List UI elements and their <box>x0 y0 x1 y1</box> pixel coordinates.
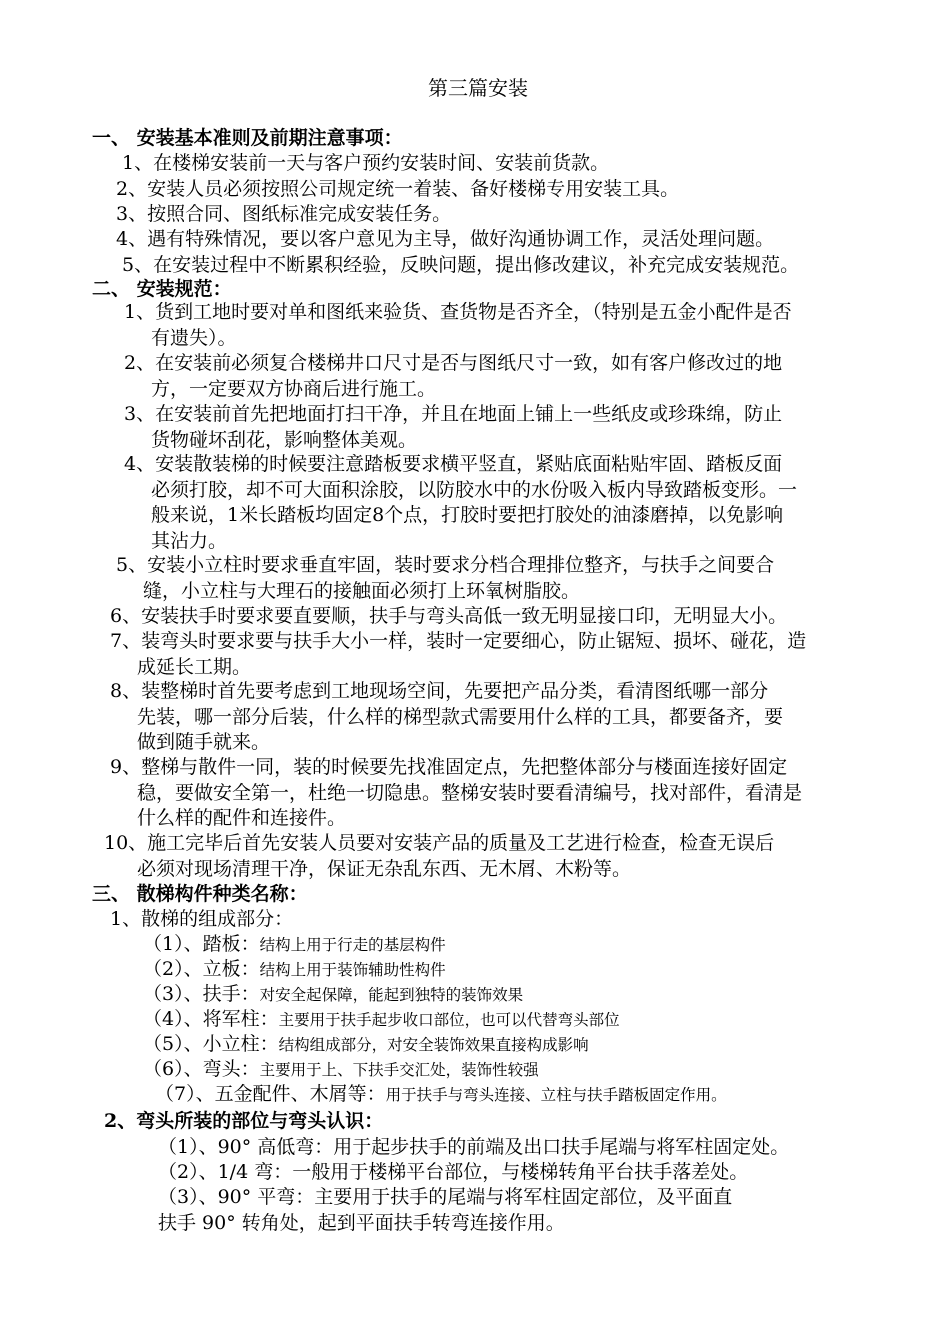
page-title: 第三篇安装 <box>428 76 528 100</box>
paragraph-line: 方，一定要双方协商后进行施工。 <box>151 378 437 400</box>
paragraph-line: 4、安装散装梯的时候要注意踏板要求横平竖直，紧贴底面粘贴牢固、踏板反面 <box>124 453 783 475</box>
paragraph-line: 成延长工期。 <box>137 656 252 678</box>
paragraph-line: （3）、90° 平弯：主要用于扶手的尾端与将军柱固定部位，及平面直 <box>158 1186 733 1208</box>
paragraph-line: 必须打胶，却不可大面积涂胶，以防胶水中的水份吸入板内导致踏板变形。一 <box>151 479 798 501</box>
component-number: （2）、立板： <box>143 958 260 980</box>
paragraph-line: 8、装整梯时首先要考虑到工地现场空间，先要把产品分类，看清图纸哪一部分 <box>110 680 769 702</box>
paragraph-line: 有遗失）。 <box>151 327 237 349</box>
paragraph-line: （1）、90° 高低弯：用于起步扶手的前端及出口扶手尾端与将军柱固定处。 <box>158 1136 790 1158</box>
paragraph-line: 扶手 90° 转角处，起到平面扶手转弯连接作用。 <box>158 1212 565 1234</box>
component-description: 结构上用于行走的基层构件 <box>259 936 446 954</box>
component-number: （3）、扶手： <box>143 983 260 1005</box>
component-item <box>143 1031 589 1058</box>
component-item <box>143 981 523 1008</box>
component-item <box>155 1081 727 1108</box>
paragraph-line: 6、安装扶手时要求要直要顺，扶手与弯头高低一致无明显接口印，无明显大小。 <box>110 605 788 627</box>
paragraph-line: 先装，哪一部分后装，什么样的梯型款式需要用什么样的工具，都要备齐，要 <box>137 706 784 728</box>
subsection-heading: 1、散梯的组成部分： <box>110 908 294 930</box>
list-item: 2、安装人员必须按照公司规定统一着装、备好楼梯专用安装工具。 <box>116 178 680 200</box>
component-number: （1）、踏板： <box>143 933 260 955</box>
paragraph-line: 其沾力。 <box>151 530 228 552</box>
component-description: 主要用于上、下扶手交汇处，装饰性较强 <box>259 1061 539 1079</box>
section-heading-3: 三、 散梯构件种类名称： <box>92 883 308 905</box>
list-item: 1、在楼梯安装前一天与客户预约安装时间、安装前货款。 <box>122 152 610 174</box>
list-item: 4、遇有特殊情况，要以客户意见为主导，做好沟通协调工作，灵活处理问题。 <box>116 228 775 250</box>
paragraph-line: 10、施工完毕后首先安装人员要对安装产品的质量及工艺进行检查，检查无误后 <box>104 832 775 854</box>
paragraph-line: 缝，小立柱与大理石的接触面必须打上环氧树脂胶。 <box>143 580 581 602</box>
paragraph-line: 1、货到工地时要对单和图纸来验货、查货物是否齐全，（特别是五金小配件是否 <box>124 301 792 323</box>
component-item <box>143 931 446 958</box>
list-item: 3、按照合同、图纸标准完成安装任务。 <box>116 203 452 225</box>
component-number: （7）、五金配件、木屑等： <box>155 1083 386 1105</box>
component-description: 结构上用于装饰辅助性构件 <box>259 961 446 979</box>
component-number: （5）、小立柱： <box>143 1033 279 1055</box>
paragraph-line: 般来说，1米长踏板均固定8个点，打胶时要把打胶处的油漆磨掉，以免影响 <box>151 504 784 526</box>
component-number: （4）、将军柱： <box>143 1008 279 1030</box>
component-description: 结构组成部分，对安全装饰效果直接构成影响 <box>278 1036 589 1054</box>
subsection-heading: 2、弯头所装的部位与弯头认识： <box>104 1110 384 1132</box>
paragraph-line: 货物碰坏刮花，影响整体美观。 <box>151 429 418 451</box>
component-description: 用于扶手与弯头连接、立柱与扶手踏板固定作用。 <box>385 1086 727 1104</box>
section-heading-1: 一、 安装基本准则及前期注意事项： <box>92 127 403 149</box>
component-description: 主要用于扶手起步收口部位，也可以代替弯头部位 <box>278 1011 620 1029</box>
paragraph-line: 稳，要做安全第一，杜绝一切隐患。整梯安装时要看清编号，找对部件，看清是 <box>137 782 803 804</box>
component-description: 对安全起保障，能起到独特的装饰效果 <box>259 986 524 1004</box>
section-heading-2: 二、 安装规范： <box>92 278 232 300</box>
paragraph-line: 什么样的配件和连接件。 <box>137 807 347 829</box>
paragraph-line: 2、在安装前必须复合楼梯井口尺寸是否与图纸尺寸一致，如有客户修改过的地 <box>124 352 783 374</box>
paragraph-line: 必须对现场清理干净，保证无杂乱东西、无木屑、木粉等。 <box>137 858 632 880</box>
paragraph-line: 9、整梯与散件一同，装的时候要先找准固定点，先把整体部分与楼面连接好固定 <box>110 756 788 778</box>
paragraph-line: 7、装弯头时要求要与扶手大小一样，装时一定要细心，防止锯短、损坏、碰花，造 <box>110 630 807 652</box>
paragraph-line: 做到随手就来。 <box>137 731 271 753</box>
component-item <box>143 956 446 983</box>
paragraph-line: （2）、1/4 弯：一般用于楼梯平台部位，与楼梯转角平台扶手落差处。 <box>158 1161 749 1183</box>
list-item: 5、在安装过程中不断累积经验，反映问题，提出修改建议，补充完成安装规范。 <box>122 254 800 276</box>
component-item <box>143 1056 539 1083</box>
paragraph-line: 3、在安装前首先把地面打扫干净，并且在地面上铺上一些纸皮或珍珠绵，防止 <box>124 403 783 425</box>
component-number: （6）、弯头： <box>143 1058 260 1080</box>
component-item <box>143 1006 620 1033</box>
paragraph-line: 5、安装小立柱时要求垂直牢固，装时要求分档合理排位整齐，与扶手之间要合 <box>116 554 775 576</box>
